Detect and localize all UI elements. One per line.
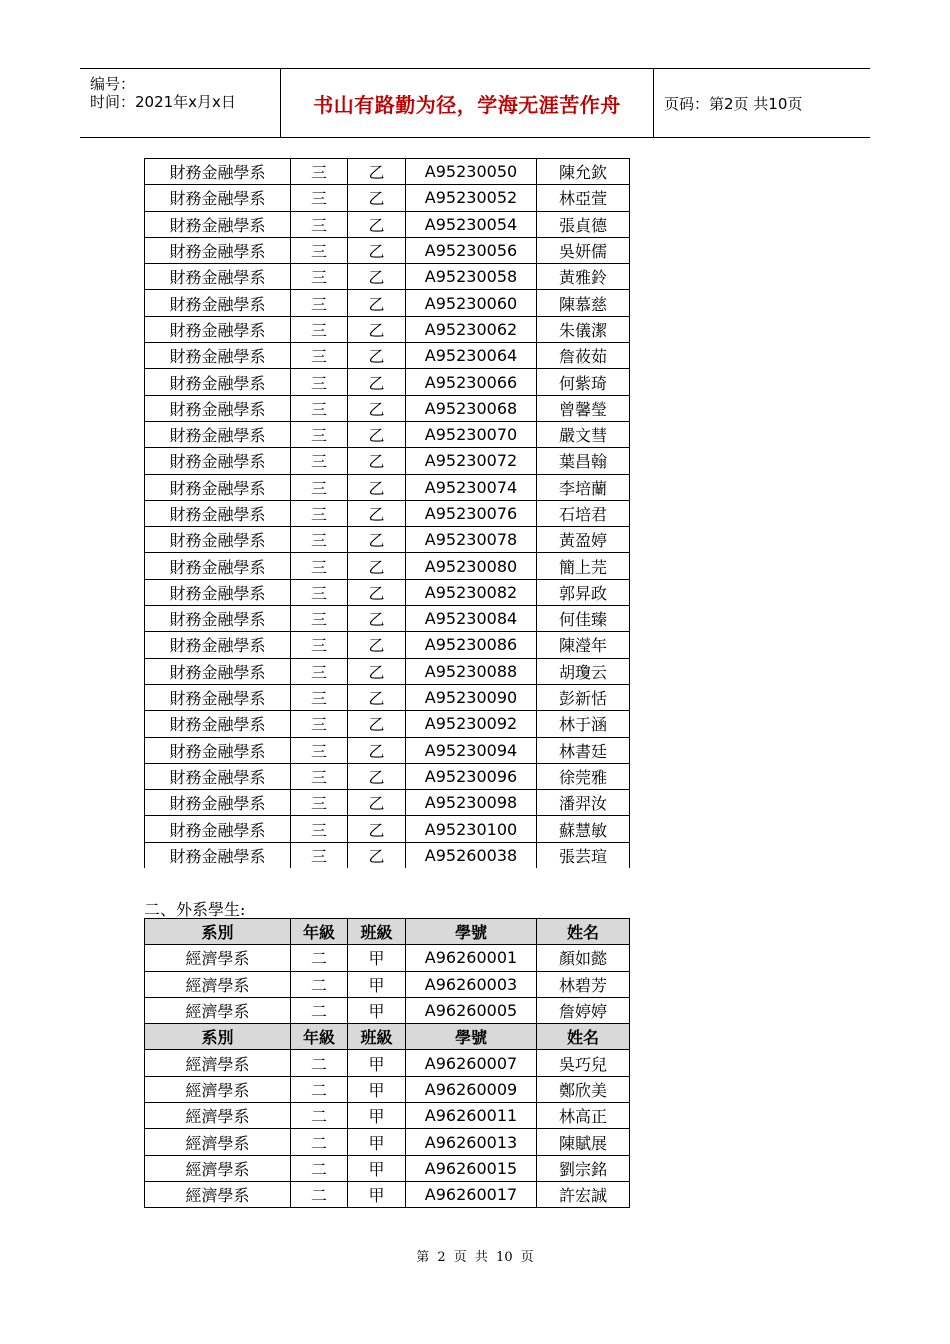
cell-name: 黃雅鈴 <box>537 264 630 290</box>
cell-cls: 乙 <box>348 237 406 263</box>
cell-name: 徐莞雅 <box>537 763 630 789</box>
cell-name: 鄭欣美 <box>537 1076 630 1102</box>
cell-year: 二 <box>291 1181 348 1207</box>
cell-dept: 財務金融學系 <box>145 421 291 447</box>
cell-sid: A95230060 <box>406 290 537 316</box>
cell-dept: 財務金融學系 <box>145 632 291 658</box>
cell-dept: 財務金融學系 <box>145 684 291 710</box>
cell-name: 林碧芳 <box>537 971 630 997</box>
cell-cls: 甲 <box>348 1181 406 1207</box>
table-header-row <box>145 919 630 945</box>
time-label: 时间：2021年x月x日 <box>90 93 236 111</box>
cell-year: 三 <box>291 343 348 369</box>
cell-sid: A96260009 <box>406 1076 537 1102</box>
table-row <box>145 316 630 342</box>
cell-name: 陳瀅年 <box>537 632 630 658</box>
column-header-dept: 系別 <box>145 1024 291 1050</box>
cell-year: 三 <box>291 237 348 263</box>
cell-cls: 乙 <box>348 606 406 632</box>
cell-year: 二 <box>291 1129 348 1155</box>
cell-year: 三 <box>291 290 348 316</box>
table-row <box>145 971 630 997</box>
cell-name: 吳妍儒 <box>537 237 630 263</box>
cell-year: 三 <box>291 816 348 842</box>
cell-sid: A95230074 <box>406 474 537 500</box>
table-row <box>145 711 630 737</box>
table-row <box>145 842 630 868</box>
cell-cls: 甲 <box>348 1076 406 1102</box>
cell-sid: A96260005 <box>406 997 537 1023</box>
cell-name: 潘羿汝 <box>537 790 630 816</box>
cell-cls: 甲 <box>348 1155 406 1181</box>
cell-dept: 財務金融學系 <box>145 264 291 290</box>
table-row <box>145 159 630 185</box>
student-table-finance <box>144 158 630 868</box>
cell-dept: 財務金融學系 <box>145 579 291 605</box>
cell-dept: 經濟學系 <box>145 945 291 971</box>
table-row <box>145 264 630 290</box>
cell-year: 三 <box>291 658 348 684</box>
cell-year: 三 <box>291 763 348 789</box>
table-row <box>145 684 630 710</box>
table-row <box>145 763 630 789</box>
column-header-cls: 班級 <box>348 1024 406 1050</box>
column-header-dept: 系別 <box>145 919 291 945</box>
cell-cls: 乙 <box>348 579 406 605</box>
cell-year: 三 <box>291 395 348 421</box>
cell-year: 三 <box>291 553 348 579</box>
cell-cls: 乙 <box>348 448 406 474</box>
header-page-cell <box>654 69 870 137</box>
cell-cls: 乙 <box>348 816 406 842</box>
table-row <box>145 606 630 632</box>
column-header-cls: 班級 <box>348 919 406 945</box>
cell-dept: 財務金融學系 <box>145 290 291 316</box>
table-row <box>145 395 630 421</box>
cell-dept: 財務金融學系 <box>145 658 291 684</box>
cell-cls: 乙 <box>348 632 406 658</box>
cell-cls: 乙 <box>348 264 406 290</box>
cell-sid: A95230084 <box>406 606 537 632</box>
cell-year: 三 <box>291 737 348 763</box>
cell-cls: 乙 <box>348 211 406 237</box>
cell-year: 三 <box>291 369 348 395</box>
cell-dept: 財務金融學系 <box>145 316 291 342</box>
column-header-year: 年級 <box>291 1024 348 1050</box>
cell-cls: 乙 <box>348 842 406 868</box>
cell-name: 詹婷婷 <box>537 997 630 1023</box>
motto-text: 书山有路勤为径，学海无涯苦作舟 <box>313 92 621 117</box>
cell-year: 三 <box>291 448 348 474</box>
table-row <box>145 632 630 658</box>
table-row <box>145 421 630 447</box>
cell-cls: 乙 <box>348 684 406 710</box>
cell-name: 何佳臻 <box>537 606 630 632</box>
cell-sid: A95230086 <box>406 632 537 658</box>
cell-year: 三 <box>291 500 348 526</box>
cell-year: 三 <box>291 711 348 737</box>
table-row <box>145 579 630 605</box>
cell-dept: 財務金融學系 <box>145 237 291 263</box>
page-footer: 第 2 页 共 10 页 <box>416 1250 534 1265</box>
table-row <box>145 474 630 500</box>
cell-cls: 甲 <box>348 1103 406 1129</box>
table-row <box>145 553 630 579</box>
cell-dept: 財務金融學系 <box>145 711 291 737</box>
cell-name: 張芸瑄 <box>537 842 630 868</box>
cell-name: 詹莜茹 <box>537 343 630 369</box>
cell-sid: A95230054 <box>406 211 537 237</box>
cell-dept: 經濟學系 <box>145 997 291 1023</box>
cell-dept: 經濟學系 <box>145 1050 291 1076</box>
table-row <box>145 211 630 237</box>
cell-name: 簡上芫 <box>537 553 630 579</box>
cell-dept: 財務金融學系 <box>145 763 291 789</box>
table-row <box>145 500 630 526</box>
cell-dept: 財務金融學系 <box>145 448 291 474</box>
cell-cls: 乙 <box>348 658 406 684</box>
cell-sid: A96260011 <box>406 1103 537 1129</box>
cell-sid: A96260015 <box>406 1155 537 1181</box>
cell-name: 胡瓊云 <box>537 658 630 684</box>
cell-sid: A96260001 <box>406 945 537 971</box>
cell-sid: A95230072 <box>406 448 537 474</box>
cell-cls: 乙 <box>348 711 406 737</box>
cell-sid: A95230080 <box>406 553 537 579</box>
cell-dept: 財務金融學系 <box>145 816 291 842</box>
number-label: 编号： <box>90 75 136 93</box>
cell-cls: 甲 <box>348 1050 406 1076</box>
cell-name: 嚴文彗 <box>537 421 630 447</box>
cell-sid: A96260003 <box>406 971 537 997</box>
cell-dept: 經濟學系 <box>145 1181 291 1207</box>
cell-year: 三 <box>291 185 348 211</box>
cell-sid: A96260017 <box>406 1181 537 1207</box>
cell-year: 二 <box>291 997 348 1023</box>
cell-name: 林于涵 <box>537 711 630 737</box>
cell-dept: 財務金融學系 <box>145 500 291 526</box>
cell-year: 三 <box>291 211 348 237</box>
column-header-sid: 學號 <box>406 1024 537 1050</box>
table-row <box>145 658 630 684</box>
cell-dept: 財務金融學系 <box>145 553 291 579</box>
table-row <box>145 237 630 263</box>
cell-year: 三 <box>291 632 348 658</box>
student-table-external <box>144 918 630 1208</box>
cell-year: 三 <box>291 316 348 342</box>
cell-dept: 財務金融學系 <box>145 842 291 868</box>
table-row <box>145 369 630 395</box>
cell-cls: 乙 <box>348 790 406 816</box>
cell-sid: A96260013 <box>406 1129 537 1155</box>
column-header-year: 年級 <box>291 919 348 945</box>
cell-name: 林亞萱 <box>537 185 630 211</box>
table-row <box>145 945 630 971</box>
page-header <box>80 68 870 138</box>
cell-cls: 乙 <box>348 290 406 316</box>
table-row <box>145 997 630 1023</box>
cell-name: 顏如懿 <box>537 945 630 971</box>
cell-dept: 財務金融學系 <box>145 159 291 185</box>
cell-dept: 財務金融學系 <box>145 369 291 395</box>
cell-year: 二 <box>291 1103 348 1129</box>
cell-year: 三 <box>291 527 348 553</box>
cell-year: 三 <box>291 474 348 500</box>
cell-dept: 經濟學系 <box>145 1155 291 1181</box>
cell-sid: A95230076 <box>406 500 537 526</box>
cell-sid: A95260038 <box>406 842 537 868</box>
cell-dept: 財務金融學系 <box>145 790 291 816</box>
cell-sid: A95230058 <box>406 264 537 290</box>
cell-year: 二 <box>291 1050 348 1076</box>
cell-sid: A95230090 <box>406 684 537 710</box>
section-title-external-students: 二、外系學生: <box>144 900 246 919</box>
cell-sid: A95230052 <box>406 185 537 211</box>
cell-cls: 甲 <box>348 945 406 971</box>
page-number-label: 页码：第2页 共10页 <box>664 94 803 113</box>
cell-cls: 乙 <box>348 527 406 553</box>
cell-name: 吳巧兒 <box>537 1050 630 1076</box>
cell-cls: 乙 <box>348 500 406 526</box>
table-row <box>145 1181 630 1207</box>
cell-sid: A95230068 <box>406 395 537 421</box>
cell-sid: A95230056 <box>406 237 537 263</box>
cell-sid: A95230082 <box>406 579 537 605</box>
cell-sid: A95230096 <box>406 763 537 789</box>
cell-name: 蘇慧敏 <box>537 816 630 842</box>
cell-cls: 乙 <box>348 474 406 500</box>
cell-sid: A95230070 <box>406 421 537 447</box>
cell-sid: A95230088 <box>406 658 537 684</box>
cell-cls: 甲 <box>348 1129 406 1155</box>
cell-dept: 財務金融學系 <box>145 343 291 369</box>
column-header-name: 姓名 <box>537 919 630 945</box>
cell-year: 三 <box>291 842 348 868</box>
cell-name: 林書廷 <box>537 737 630 763</box>
table-row <box>145 1155 630 1181</box>
cell-name: 許宏誠 <box>537 1181 630 1207</box>
cell-dept: 財務金融學系 <box>145 606 291 632</box>
cell-year: 二 <box>291 1155 348 1181</box>
cell-dept: 經濟學系 <box>145 1076 291 1102</box>
cell-cls: 乙 <box>348 421 406 447</box>
table-row <box>145 1076 630 1102</box>
cell-dept: 財務金融學系 <box>145 527 291 553</box>
table-row <box>145 1129 630 1155</box>
cell-cls: 乙 <box>348 763 406 789</box>
cell-cls: 乙 <box>348 369 406 395</box>
cell-dept: 財務金融學系 <box>145 474 291 500</box>
cell-cls: 乙 <box>348 185 406 211</box>
cell-year: 三 <box>291 421 348 447</box>
cell-name: 彭新恬 <box>537 684 630 710</box>
cell-sid: A95230092 <box>406 711 537 737</box>
column-header-name: 姓名 <box>537 1024 630 1050</box>
cell-name: 陳允欽 <box>537 159 630 185</box>
cell-year: 二 <box>291 1076 348 1102</box>
cell-cls: 乙 <box>348 343 406 369</box>
cell-name: 黃盈婷 <box>537 527 630 553</box>
cell-year: 二 <box>291 971 348 997</box>
cell-sid: A95230100 <box>406 816 537 842</box>
cell-cls: 乙 <box>348 395 406 421</box>
cell-name: 朱儀潔 <box>537 316 630 342</box>
cell-name: 李培蘭 <box>537 474 630 500</box>
header-info-cell <box>80 69 281 137</box>
cell-dept: 財務金融學系 <box>145 395 291 421</box>
table-row <box>145 448 630 474</box>
cell-sid: A95230064 <box>406 343 537 369</box>
cell-year: 三 <box>291 606 348 632</box>
cell-name: 石培君 <box>537 500 630 526</box>
cell-sid: A96260007 <box>406 1050 537 1076</box>
cell-cls: 乙 <box>348 553 406 579</box>
table-row <box>145 816 630 842</box>
table-row <box>145 1050 630 1076</box>
table-row <box>145 790 630 816</box>
cell-year: 三 <box>291 159 348 185</box>
cell-name: 劉宗銘 <box>537 1155 630 1181</box>
table-row <box>145 185 630 211</box>
cell-year: 三 <box>291 579 348 605</box>
cell-sid: A95230078 <box>406 527 537 553</box>
table-row <box>145 1103 630 1129</box>
cell-year: 三 <box>291 684 348 710</box>
cell-dept: 財務金融學系 <box>145 185 291 211</box>
cell-dept: 經濟學系 <box>145 971 291 997</box>
cell-name: 張貞德 <box>537 211 630 237</box>
cell-sid: A95230094 <box>406 737 537 763</box>
table-row <box>145 290 630 316</box>
cell-cls: 乙 <box>348 737 406 763</box>
cell-year: 三 <box>291 790 348 816</box>
table-row <box>145 343 630 369</box>
cell-sid: A95230062 <box>406 316 537 342</box>
cell-sid: A95230098 <box>406 790 537 816</box>
cell-name: 郭昇政 <box>537 579 630 605</box>
header-motto-cell <box>281 69 654 137</box>
table-header-row <box>145 1024 630 1050</box>
cell-name: 陳慕慈 <box>537 290 630 316</box>
cell-dept: 經濟學系 <box>145 1129 291 1155</box>
cell-year: 三 <box>291 264 348 290</box>
cell-dept: 經濟學系 <box>145 1103 291 1129</box>
cell-name: 陳賦展 <box>537 1129 630 1155</box>
cell-year: 二 <box>291 945 348 971</box>
table-row <box>145 737 630 763</box>
cell-cls: 乙 <box>348 159 406 185</box>
cell-sid: A95230066 <box>406 369 537 395</box>
cell-name: 曾馨瑩 <box>537 395 630 421</box>
table-row <box>145 527 630 553</box>
cell-cls: 乙 <box>348 316 406 342</box>
cell-name: 何紫琦 <box>537 369 630 395</box>
cell-dept: 財務金融學系 <box>145 737 291 763</box>
column-header-sid: 學號 <box>406 919 537 945</box>
cell-sid: A95230050 <box>406 159 537 185</box>
cell-name: 葉昌翰 <box>537 448 630 474</box>
cell-dept: 財務金融學系 <box>145 211 291 237</box>
cell-cls: 甲 <box>348 971 406 997</box>
cell-cls: 甲 <box>348 997 406 1023</box>
cell-name: 林高正 <box>537 1103 630 1129</box>
